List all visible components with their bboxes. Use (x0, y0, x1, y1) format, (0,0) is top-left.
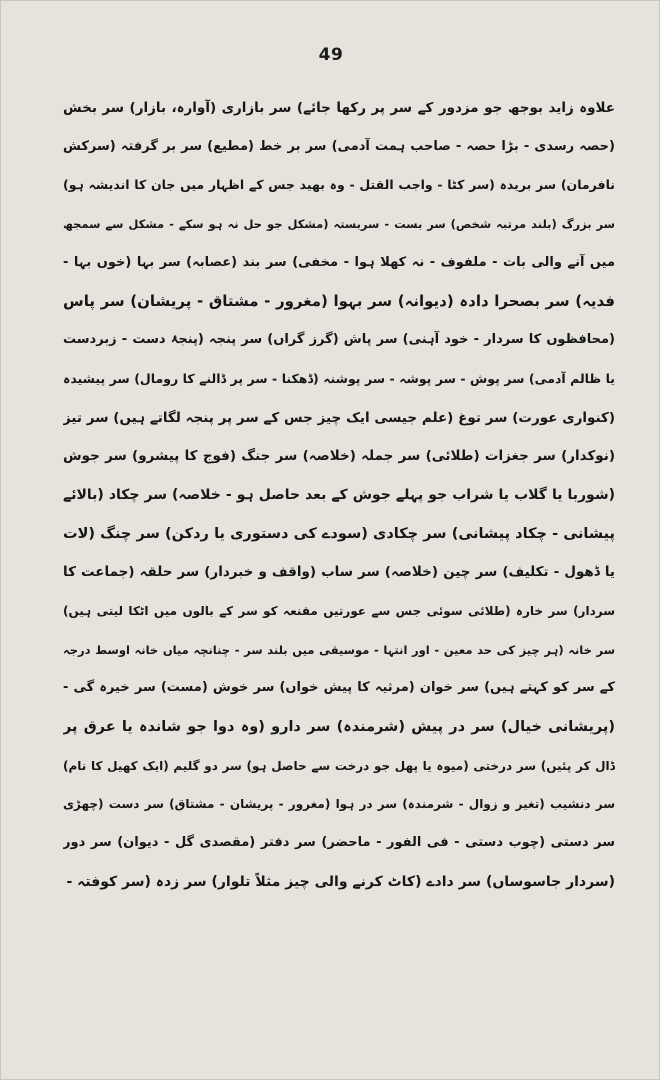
text-line: (محافظوں کا سردار - خود آہنی) سر پاش (گرز گراں) سر پنجہ (پنجۂ دست - زبردست (63, 332, 615, 348)
text-line: کے سر کو کہتے ہیں) سر خوان (مرثیہ کا پیش خواں) سر خوش (مست) سر خیرہ گی - (63, 680, 615, 696)
text-line: (حصہ رسدی - بڑا حصہ - صاحب ہمت آدمی) سر بر خط (مطیع) سر بر گرفتہ (سرکش (63, 138, 615, 154)
text-line: (کنواری عورت) سر توغ (علم جیسی ایک چیز جس کے سر پر پنجہ لگاتے ہیں) سر تیز (63, 409, 615, 426)
text-line: (سردار جاسوساں) سر دادے (کاٹ کرنے والی چیز مثلاً تلوار) سر زدہ (سر کوفتہ - (66, 873, 615, 890)
text-line: یا ڈھول - تکلیف) سر چین (خلاصہ) سر ساب (واقف و خبردار) سر حلقہ (جماعت کا (63, 564, 615, 581)
text-line: یا ظالم آدمی) سر پوش - سر پوشہ - سر پوشنہ (ڈھکنا - سر پر ڈالنے کا رومال) سر پیشیدہ (63, 370, 615, 386)
text-line: علاوہ زاید بوجھ جو مزدور کے سر پر رکھا جائے) سر بازاری (آوارہ، بازار) سر بخش (63, 100, 615, 116)
text-line: میں آنے والی بات - ملفوف - نہ کھلا ہوا - مخفی) سر بند (عصابہ) سر بہا (خوں بہا - (63, 254, 615, 270)
text-line: سر دستی (چوب دستی - فی الفور - ماحضر) سر دفتر (مقصدی گل - دیوان) سر دور (63, 835, 615, 851)
text-line: سر خانہ (ہر چیز کی حد معین - اور انتہا - موسیقی میں بلند سر - چنانچہ میاں خانہ اوسط درجہ (63, 642, 615, 657)
text-line: ڈال کر پئیں) سر درختی (میوہ یا پھل جو درخت سے حاصل ہو) سر دو گلیم (ایک کھیل کا نام) (63, 758, 615, 773)
page-number: 49 (318, 45, 344, 65)
text-line: نافرمان) سر بریدہ (سر کٹا - واجب القتل - وہ بھید جس کے اظہار میں جان کا اندیشہ ہو) (63, 177, 615, 193)
text-line: (نوکدار) سر جغزات (طلائی) سر جملہ (خلاصہ) سر جنگ (فوج کا پیشرو) سر جوش (63, 448, 615, 465)
dictionary-text-block (63, 89, 615, 901)
text-line: (شوربا یا گلاب یا شراب جو پہلے جوش کے بعد حاصل ہو - خلاصہ) سر چکاد (بالائے (63, 486, 615, 503)
text-line: سر بزرگ (بلند مرتبہ شخص) سر بست - سربستہ (مشکل جو حل نہ ہو سکے - مشکل سے سمجھ (63, 217, 615, 232)
text-line: فدیہ) سر بصحرا دادہ (دیوانہ) سر بہوا (مغرور - مشتاق - پریشان) سر پاس (63, 292, 615, 311)
text-line: (پریشانی خیال) سر در پیش (شرمندہ) سر دارو (وہ دوا جو شاندہ یا عرق پر (63, 719, 615, 735)
text-line: پیشانی - چکاد پیشانی) سر چکادی (سودے کی دستوری یا ردکن) سر چنگ (لات (63, 525, 615, 542)
text-line: سر دنشیب (تغیر و زوال - شرمندہ) سر در ہوا (مغرور - پریشان - مشتاق) سر دست (چھڑی (63, 797, 615, 812)
text-line: سردار) سر خارہ (طلائی سوئی جس سے عورتیں مقنعہ کو سر کے بالوں میں اٹکا لیتی ہیں) (63, 603, 615, 618)
